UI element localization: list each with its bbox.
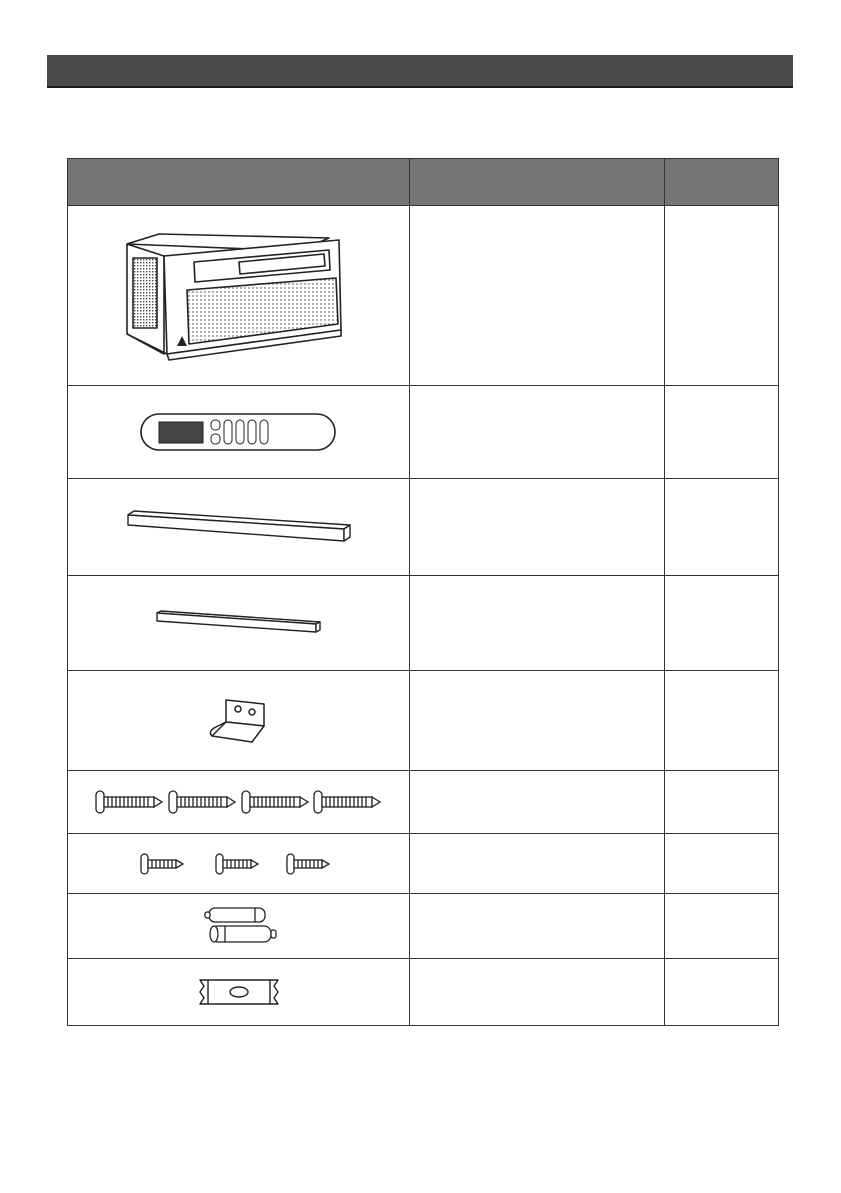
table-row [68, 206, 779, 386]
part-quantity [665, 671, 779, 771]
part-image-cell [68, 386, 410, 478]
column-header-part [68, 159, 410, 206]
long-screw-icon [94, 787, 384, 817]
part-image-cell [68, 893, 410, 958]
part-quantity [665, 958, 779, 1025]
part-name [410, 958, 665, 1025]
parts-table [67, 158, 779, 1026]
table-row [68, 771, 779, 834]
table-row [68, 575, 779, 670]
part-image-cell [68, 958, 410, 1025]
part-name [410, 575, 665, 670]
air-conditioner-unit-icon [119, 226, 359, 366]
part-name [410, 893, 665, 958]
part-quantity [665, 893, 779, 958]
short-foam-strip-icon [154, 608, 324, 638]
aaa-batteries-icon [199, 904, 279, 948]
drain-elbow-icon [194, 974, 284, 1010]
part-quantity [665, 834, 779, 893]
remote-control-icon [139, 410, 339, 454]
table-row [68, 478, 779, 575]
column-header-name [410, 159, 665, 206]
l-bracket-icon [204, 696, 274, 746]
table-row [68, 671, 779, 771]
part-quantity [665, 478, 779, 575]
section-title-bar [47, 55, 793, 88]
short-screw-icon [139, 850, 339, 878]
part-quantity [665, 386, 779, 478]
part-image-cell [68, 478, 410, 575]
table-header-row [68, 159, 779, 206]
part-name [410, 478, 665, 575]
part-image-cell [68, 771, 410, 834]
part-image-cell [68, 575, 410, 670]
table-row [68, 893, 779, 958]
part-name [410, 206, 665, 386]
part-quantity [665, 575, 779, 670]
part-image-cell [68, 206, 410, 386]
table-row [68, 958, 779, 1025]
part-image-cell [68, 671, 410, 771]
part-name [410, 671, 665, 771]
part-quantity [665, 206, 779, 386]
column-header-quantity [665, 159, 779, 206]
part-name [410, 834, 665, 893]
table-row [68, 386, 779, 478]
long-foam-strip-icon [124, 507, 354, 547]
table-row [68, 834, 779, 893]
part-quantity [665, 771, 779, 834]
part-name [410, 386, 665, 478]
part-name [410, 771, 665, 834]
part-image-cell [68, 834, 410, 893]
